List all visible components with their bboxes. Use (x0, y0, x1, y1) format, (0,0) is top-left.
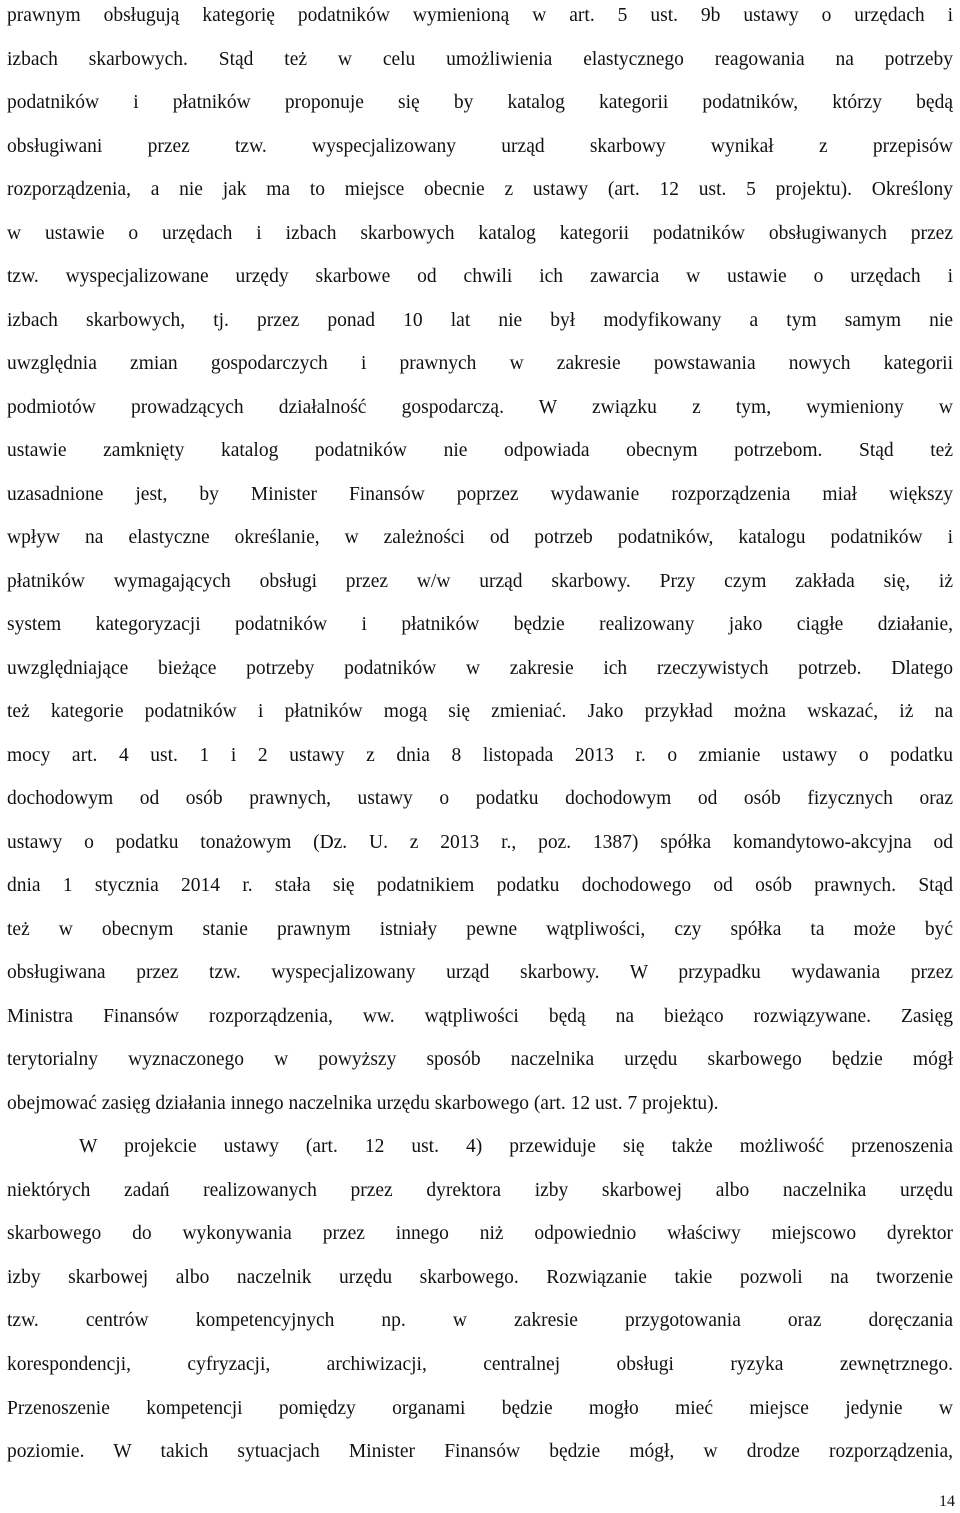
text-line: uwzględnia zmian gospodarczych i prawnych w zakresie powstawania nowych kategorii (7, 353, 953, 375)
text-line: prawnym obsługują kategorię podatników wymienioną w art. 5 ust. 9b ustawy o urzędach i (7, 5, 953, 26)
text-line: tzw. wyspecjalizowane urzędy skarbowe od chwili ich zawarcia w ustawie o urzędach i (7, 266, 953, 288)
paragraph-start-line: W projekcie ustawy (art. 12 ust. 4) przewiduje się także możliwość przenoszenia (79, 1136, 953, 1158)
text-line: Przenoszenie kompetencji pomiędzy organami będzie mogło mieć miejsce jedynie w (7, 1397, 953, 1419)
text-line: obsługiwani przez tzw. wyspecjalizowany urząd skarbowy wynikał z przepisów (7, 135, 953, 157)
text-line: poziomie. W takich sytuacjach Minister Finansów będzie mógł, w drodze rozporządzenia, (7, 1441, 953, 1463)
text-line: izbach skarbowych. Stąd też w celu umożliwienia elastycznego reagowania na potrzeby (7, 48, 953, 70)
text-line: korespondencji, cyfryzacji, archiwizacji, centralnej obsługi ryzyka zewnętrznego. (7, 1353, 953, 1375)
text-line: dochodowym od osób prawnych, ustawy o podatku dochodowym od osób fizycznych oraz (7, 788, 953, 810)
text-line: też w obecnym stanie prawnym istniały pewne wątpliwości, czy spółka ta może być (7, 918, 953, 940)
paragraph-end-line: obejmować zasięg działania innego naczelnika urzędu skarbowego (art. 12 ust. 7 projektu). (7, 1092, 719, 1114)
text-line: mocy art. 4 ust. 1 i 2 ustawy z dnia 8 listopada 2013 r. o zmianie ustawy o podatku (7, 744, 953, 766)
body-text (7, 0, 953, 1474)
text-line: izby skarbowej albo naczelnik urzędu skarbowego. Rozwiązanie takie pozwoli na tworzenie (7, 1266, 953, 1288)
text-line: tzw. centrów kompetencyjnych np. w zakresie przygotowania oraz doręczania (7, 1310, 953, 1332)
text-line: niektórych zadań realizowanych przez dyrektora izby skarbowej albo naczelnika urzędu (7, 1179, 953, 1201)
text-line: system kategoryzacji podatników i płatników będzie realizowany jako ciągłe działanie, (7, 614, 953, 636)
text-line: podmiotów prowadzących działalność gospodarczą. W związku z tym, wymieniony w (7, 396, 953, 418)
text-line: płatników wymagających obsługi przez w/w urząd skarbowy. Przy czym zakłada się, iż (7, 570, 953, 592)
text-line: Ministra Finansów rozporządzenia, ww. wątpliwości będą na bieżąco rozwiązywane. Zasięg (7, 1005, 953, 1027)
text-line: w ustawie o urzędach i izbach skarbowych katalog kategorii podatników obsługiwanych przez (7, 222, 953, 244)
text-line: rozporządzenia, a nie jak ma to miejsce obecnie z ustawy (art. 12 ust. 5 projektu). Określony (7, 179, 953, 201)
text-line: uwzględniające bieżące potrzeby podatników w zakresie ich rzeczywistych potrzeb. Dlatego (7, 657, 953, 679)
text-line: dnia 1 stycznia 2014 r. stała się podatnikiem podatku dochodowego od osób prawnych. Stąd (7, 875, 953, 897)
text-line: skarbowego do wykonywania przez innego niż odpowiednio właściwy miejscowo dyrektor (7, 1223, 953, 1245)
text-line: ustawie zamknięty katalog podatników nie odpowiada obecnym potrzebom. Stąd też (7, 440, 953, 462)
text-line: terytorialny wyznaczonego w powyższy sposób naczelnika urzędu skarbowego będzie mógł (7, 1049, 953, 1071)
text-line: wpływ na elastyczne określanie, w zależności od potrzeb podatników, katalogu podatników i (7, 527, 953, 549)
text-line: ustawy o podatku tonażowym (Dz. U. z 2013 r., poz. 1387) spółka komandytowo-akcyjna od (7, 831, 953, 853)
text-line: podatników i płatników proponuje się by katalog kategorii podatników, którzy będą (7, 92, 953, 114)
text-line: też kategorie podatników i płatników mogą się zmieniać. Jako przykład można wskazać, iż na (7, 701, 953, 723)
text-line: uzasadnione jest, by Minister Finansów poprzez wydawanie rozporządzenia miał większy (7, 483, 953, 505)
text-line: obsługiwana przez tzw. wyspecjalizowany urząd skarbowy. W przypadku wydawania przez (7, 962, 953, 984)
page-number: 14 (939, 1493, 955, 1510)
text-line: izbach skarbowych, tj. przez ponad 10 lat nie był modyfikowany a tym samym nie (7, 309, 953, 331)
